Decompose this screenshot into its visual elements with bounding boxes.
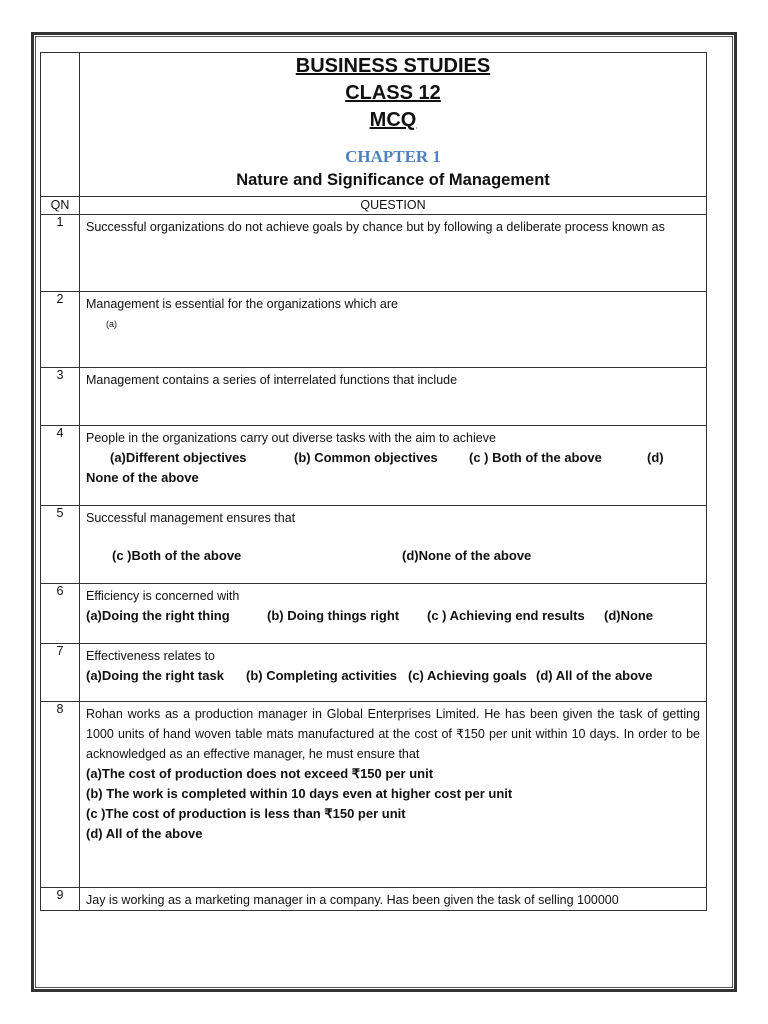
option-a: (a)Different objectives <box>110 450 247 465</box>
question-number: 4 <box>41 426 80 506</box>
option-b: (b) The work is completed within 10 days even at higher cost per unit <box>86 786 513 801</box>
option-d: (d) All of the above <box>536 668 653 683</box>
option-d: (d)None <box>604 608 654 623</box>
header-row <box>41 53 707 197</box>
chapter-label: CHAPTER 1 <box>345 147 441 166</box>
option-d: (d) <box>647 450 664 465</box>
qn-column-header: QN <box>41 197 80 215</box>
option-a: (a)Doing the right thing <box>86 608 230 623</box>
question-text: Efficiency is concerned with <box>86 589 240 603</box>
question-number: 7 <box>41 644 80 702</box>
option-a: (a)The cost of production does not exceed ₹150 per unit <box>86 766 434 781</box>
question-text: People in the organizations carry out diverse tasks with the aim to achieve <box>86 431 496 445</box>
document-header <box>80 53 707 197</box>
option-d-text: None of the above <box>86 470 199 485</box>
question-number: 6 <box>41 584 80 644</box>
options-line <box>86 606 700 626</box>
question-number: 5 <box>41 506 80 584</box>
option-b: (b) Completing activities <box>246 668 397 683</box>
chapter-title: Nature and Significance of Management <box>236 171 550 189</box>
mcq-table <box>40 52 707 911</box>
options-line <box>86 666 700 686</box>
question-number: 9 <box>41 888 80 911</box>
table-row <box>41 888 707 911</box>
table-row <box>41 292 707 368</box>
column-header-row <box>41 197 707 215</box>
option-c: (c ) Both of the above <box>469 450 602 465</box>
question-column-header: QUESTION <box>80 197 707 215</box>
question-text: Jay is working as a marketing manager in a company. Has been given the task of selling 100000 <box>80 888 707 911</box>
question-text: Rohan works as a production manager in Global Enterprises Limited. He has been given the task of getting 1000 units of hand woven table mats manufactured at the cost of ₹150 per unit within 10 days. In order to be acknowledged as an effective manager, he must ensure that <box>86 707 700 761</box>
option-b: (b) Doing things right <box>267 608 400 623</box>
question-text: Successful management ensures that <box>86 511 296 525</box>
subject-title: BUSINESS STUDIES <box>295 55 491 77</box>
option-c: (c )The cost of production is less than ₹150 per unit <box>86 806 406 821</box>
question-number: 3 <box>41 368 80 426</box>
option-a: (a)Doing the right task <box>86 668 224 683</box>
option-b: (b) Common objectives <box>294 450 438 465</box>
question-text: Successful organizations do not achieve goals by chance but by following a deliberate process known as <box>80 215 707 292</box>
option-a: (a) <box>106 319 117 329</box>
question-text: Management contains a series of interrelated functions that include <box>80 368 707 426</box>
question-number: 8 <box>41 702 80 888</box>
table-row <box>41 215 707 292</box>
option-c: (c) Achieving goals <box>408 668 527 683</box>
question-text: Management is essential for the organizations which are <box>86 297 398 311</box>
class-title: CLASS 12 <box>345 82 441 104</box>
option-d: (d)None of the above <box>402 548 532 563</box>
table-row <box>41 506 707 584</box>
table-row <box>41 644 707 702</box>
question-number: 1 <box>41 215 80 292</box>
table-row <box>41 584 707 644</box>
option-c: (c )Both of the above <box>112 548 242 563</box>
table-row <box>41 426 707 506</box>
mcq-title: MCQ <box>369 109 417 131</box>
table-row <box>41 368 707 426</box>
options-line <box>86 448 700 468</box>
question-number: 2 <box>41 292 80 368</box>
table-row <box>41 702 707 888</box>
options-line <box>86 546 700 566</box>
option-d: (d) All of the above <box>86 826 203 841</box>
option-c: (c ) Achieving end results <box>427 608 585 623</box>
question-text: Effectiveness relates to <box>86 649 216 663</box>
